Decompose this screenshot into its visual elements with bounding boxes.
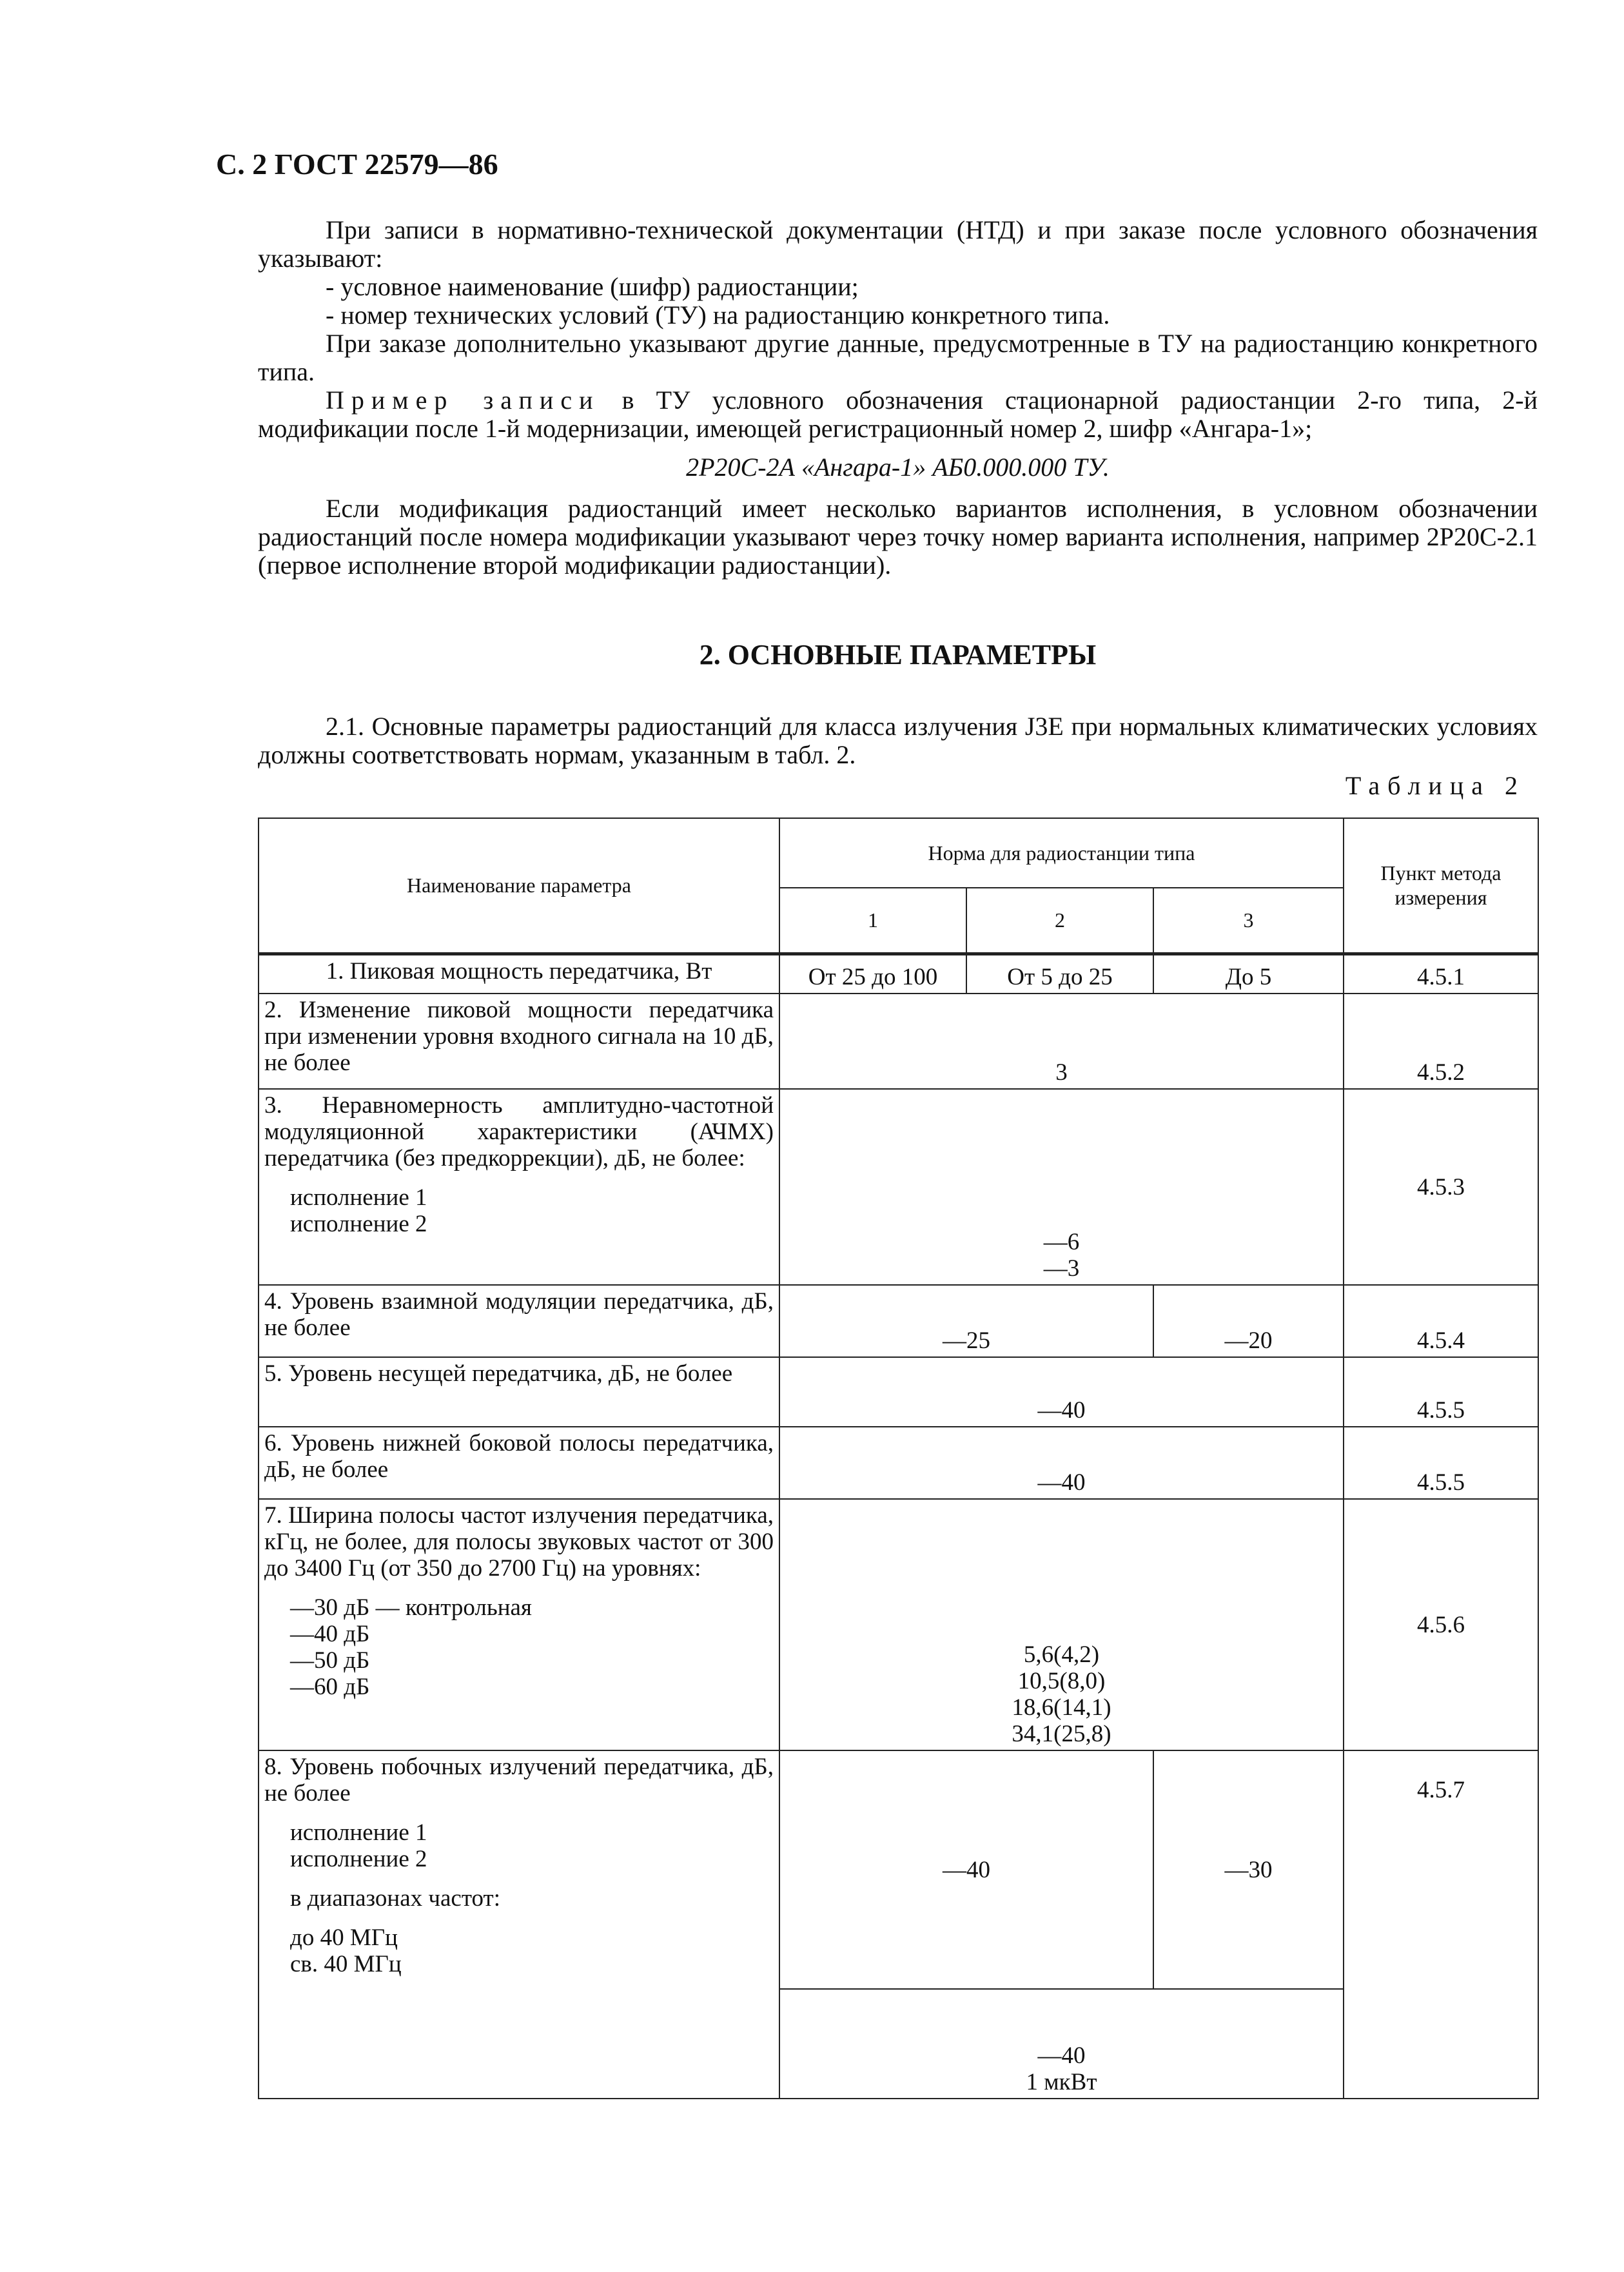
row4-method: 4.5.4 (1344, 1285, 1538, 1357)
row3-sub-1: исполнение 1 (290, 1184, 427, 1211)
row7-method: 4.5.6 (1344, 1499, 1538, 1750)
page-header: С. 2 ГОСТ 22579—86 (216, 148, 498, 181)
example-label: Пример записи (326, 386, 600, 415)
row7-values (779, 1499, 1344, 1750)
row7-sub-2: —40 дБ (290, 1621, 370, 1647)
header-type-3: 3 (1153, 888, 1344, 954)
row4-value-12: —25 (779, 1285, 1153, 1357)
row6-value: —40 (779, 1427, 1344, 1499)
row4-name: 4. Уровень взаимной модуляции передатчика, дБ, не более (259, 1285, 779, 1357)
row3-name-cell (259, 1089, 779, 1285)
table-row (259, 1427, 1538, 1499)
row8-sub-2: исполнение 2 (290, 1846, 427, 1872)
row1-name: 1. Пиковая мощность передатчика, Вт (259, 954, 779, 994)
row8-method: 4.5.7 (1344, 1750, 1538, 2099)
row3-method: 4.5.3 (1344, 1089, 1538, 1285)
row3-value-1: —6 (1043, 1229, 1080, 1255)
row6-method: 4.5.5 (1344, 1427, 1538, 1499)
row1-value-1: От 25 до 100 (779, 954, 966, 994)
row3-values (779, 1089, 1344, 1285)
row7-value-3: 18,6(14,1) (1012, 1694, 1111, 1721)
example-paragraph (258, 386, 1538, 443)
row8-sub-1: исполнение 1 (290, 1819, 427, 1846)
section-title: 2. ОСНОВНЫЕ ПАРАМЕТРЫ (699, 639, 1097, 671)
row3-value-2: —3 (1043, 1255, 1080, 1282)
section-paragraph-block (258, 712, 1538, 769)
row4-value-3: —20 (1153, 1285, 1344, 1357)
row8-value-3: —30 (1153, 1750, 1344, 1989)
row7-sub-3: —50 дБ (290, 1647, 370, 1674)
intro-paragraph-3: Если модификация радиостанций имеет несколько вариантов исполнения, в условном обозначении радиостанций после номера модификации указывают через точку номер варианта исполнения, например 2Р20С-2.1 (первое исполнение второй модификации радиостанции). (258, 494, 1538, 580)
row8-name: 8. Уровень побочных излучений передатчика, дБ, не более (264, 1754, 774, 1807)
row7-value-2: 10,5(8,0) (1017, 1668, 1106, 1694)
row7-value-4: 34,1(25,8) (1012, 1721, 1111, 1747)
row2-value: 3 (779, 994, 1344, 1089)
row1-value-3: До 5 (1153, 954, 1344, 994)
table-row (259, 1089, 1538, 1285)
row7-value-1: 5,6(4,2) (1023, 1641, 1100, 1668)
example-code: 2Р20С-2А «Ангара-1» АБ0.000.000 ТУ. (686, 453, 1110, 482)
row6-name: 6. Уровень нижней боковой полосы передатчика, дБ, не более (259, 1427, 779, 1499)
row8-value-5: 1 мкВт (1026, 2069, 1097, 2095)
row8-value-4: —40 (1037, 2042, 1086, 2069)
row5-name: 5. Уровень несущей передатчика, дБ, не более (259, 1357, 779, 1427)
header-method: Пункт метода измерения (1344, 818, 1538, 954)
table-row (259, 1357, 1538, 1427)
row7-sub-1: —30 дБ — контрольная (290, 1594, 532, 1621)
parameters-table (258, 818, 1539, 2099)
header-type-2: 2 (966, 888, 1153, 954)
header-type-1: 1 (779, 888, 966, 954)
list-item-1: - условное наименование (шифр) радиостанции; (326, 272, 859, 301)
table-row (259, 1750, 1538, 1989)
row3-name: 3. Неравномерность амплитудно-частотной модуляционной характеристики (АЧМХ) передатчика (без предкоррекции), дБ, не более: (264, 1092, 774, 1171)
table-row (259, 994, 1538, 1089)
list-item-2: - номер технических условий (ТУ) на радиостанцию конкретного типа. (326, 300, 1110, 329)
row8-sub-4: до 40 МГц (290, 1924, 398, 1951)
intro-paragraph-2: При заказе дополнительно указывают другие данные, предусмотренные в ТУ на радиостанцию конкретного типа. (258, 329, 1538, 386)
row5-value: —40 (779, 1357, 1344, 1427)
row8-name-cell (259, 1750, 779, 2099)
table-caption: Таблица 2 (1345, 771, 1525, 800)
row5-method: 4.5.5 (1344, 1357, 1538, 1427)
row8-value-12: —40 (779, 1750, 1153, 1989)
row2-method: 4.5.2 (1344, 994, 1538, 1089)
row2-name: 2. Изменение пиковой мощности передатчика при изменении уровня входного сигнала на 10 дБ, не более (259, 994, 779, 1089)
table-row (259, 1499, 1538, 1750)
section-paragraph: 2.1. Основные параметры радиостанций для класса излучения J3E при нормальных климатических условиях должны соответствовать нормам, указанным в табл. 2. (258, 712, 1538, 769)
row8-range-values (779, 1989, 1344, 2099)
table-row (259, 954, 1538, 994)
row7-sub-4: —60 дБ (290, 1674, 370, 1700)
row1-value-2: От 5 до 25 (966, 954, 1153, 994)
row8-sub-5: св. 40 МГц (290, 1951, 402, 1977)
intro-paragraph-1: При записи в нормативно-технической документации (НТД) и при заказе после условного обозначения указывают: (258, 215, 1538, 273)
header-param: Наименование параметра (259, 818, 779, 954)
row3-sub-2: исполнение 2 (290, 1211, 427, 1237)
row7-name: 7. Ширина полосы частот излучения передатчика, кГц, не более, для полосы звуковых частот от 300 до 3400 Гц (от 350 до 2700 Гц) на уровнях: (264, 1502, 774, 1582)
example-text: в ТУ условного обозначения стационарной радиостанции 2-го типа, 2-й модификации после 1-й модернизации, имеющей регистрационный номер 2, шифр «Ангара-1»; (258, 386, 1538, 443)
header-norm: Норма для радиостанции типа (779, 818, 1344, 888)
row8-sub-3: в диапазонах частот: (290, 1885, 500, 1912)
table-row (259, 1285, 1538, 1357)
intro-block (258, 216, 1538, 580)
row7-name-cell (259, 1499, 779, 1750)
row1-method: 4.5.1 (1344, 954, 1538, 994)
